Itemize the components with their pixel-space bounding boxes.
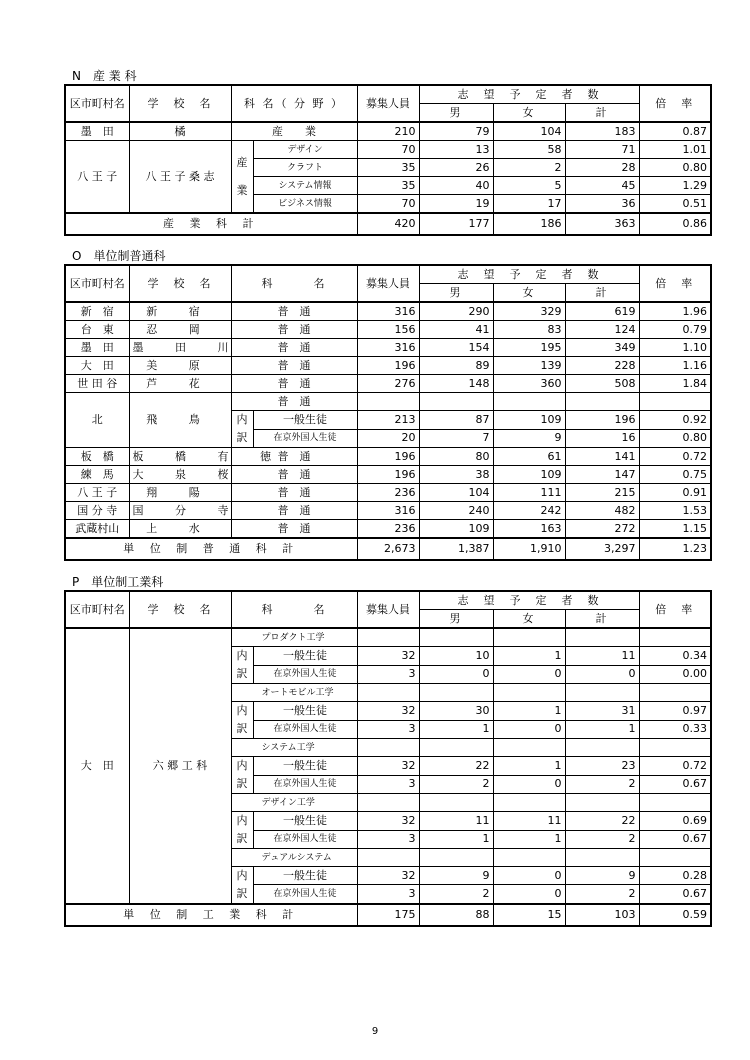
header-total: 計 <box>565 284 639 303</box>
table-row: システム情報 35 40 5 45 1.29 <box>65 177 711 195</box>
table-row: 八 王 子 翔 陽 普 通 236 104 111 215 0.91 <box>65 484 711 502</box>
field-name: システム工学 <box>231 739 357 757</box>
table-row: 内 訳 一般生徒 32 9 0 9 0.28 <box>65 867 711 885</box>
header-ratio: 倍 率 <box>639 265 711 302</box>
table-row: 在京外国人生徒 3 2 0 2 0.67 <box>65 775 711 794</box>
header-school: 学 校 名 <box>129 591 231 628</box>
table-row: 台 東 忍 岡 普 通 156 41 83 124 0.79 <box>65 321 711 339</box>
section-title: N 産 業 科 <box>72 69 137 83</box>
section-title: O 単位制普通科 <box>72 249 166 263</box>
total-row: 単 位 制 普 通 科 計 2,673 1,387 1,910 3,297 1.23 <box>65 538 711 560</box>
header-capacity: 募集人員 <box>357 265 419 302</box>
header-ratio: 倍 率 <box>639 85 711 122</box>
section-o <box>64 248 710 561</box>
table-row: 練 馬 大 泉 桜 普 通 196 38 109 147 0.75 <box>65 466 711 484</box>
table-row: 内 訳 一般生徒 32 10 1 11 0.34 <box>65 647 711 666</box>
header-course: 科 名 <box>231 265 357 302</box>
header-applicants: 志 望 予 定 者 数 <box>419 85 639 104</box>
section-title: P 単位制工業科 <box>72 575 164 589</box>
table-row: 世 田 谷 芦 花 普 通 276 148 360 508 1.84 <box>65 375 711 393</box>
table-row: 武蔵村山 上 水 普 通 236 109 163 272 1.15 <box>65 520 711 539</box>
area-cell: 大 田 <box>65 628 129 904</box>
header-male: 男 <box>419 104 493 123</box>
table-row: 内 訳 一般生徒 32 30 1 31 0.97 <box>65 702 711 721</box>
page-number: 9 <box>371 1026 379 1037</box>
table-n <box>64 84 712 236</box>
table-row: 国 分 寺 国 分 寺 普 通 316 240 242 482 1.53 <box>65 502 711 520</box>
table-row: 内 訳 一般生徒 32 22 1 23 0.72 <box>65 757 711 776</box>
header-total: 計 <box>565 610 639 629</box>
field-name: オートモビル工学 <box>231 684 357 702</box>
header-applicants: 志 望 予 定 者 数 <box>419 591 639 610</box>
header-male: 男 <box>419 610 493 629</box>
header-male: 男 <box>419 284 493 303</box>
header-capacity: 募集人員 <box>357 85 419 122</box>
table-row <box>65 628 711 647</box>
header-school: 学 校 名 <box>129 265 231 302</box>
header-area: 区市町村名 <box>65 85 129 122</box>
table-p <box>64 590 712 927</box>
header-school: 学 校 名 <box>129 85 231 122</box>
header-course: 科 名 <box>231 591 357 628</box>
table-row: 在京外国人生徒 3 1 1 2 0.67 <box>65 830 711 849</box>
section-n <box>64 68 710 236</box>
header-applicants: 志 望 予 定 者 数 <box>419 265 639 284</box>
field-name: デザイン工学 <box>231 794 357 812</box>
table-row: 墨 田 橘 産 業 210 79 104 183 0.87 <box>65 122 711 141</box>
table-row: 北 飛 鳥 普 通 <box>65 393 711 411</box>
table-row: 内 訳 一般生徒 213 87 109 196 0.92 <box>65 411 711 430</box>
header-female: 女 <box>493 284 565 303</box>
header-female: 女 <box>493 610 565 629</box>
header-area: 区市町村名 <box>65 591 129 628</box>
table-row: 内 訳 一般生徒 32 11 11 22 0.69 <box>65 812 711 831</box>
table-row: 墨 田 墨 田 川 普 通 316 154 195 349 1.10 <box>65 339 711 357</box>
header-capacity: 募集人員 <box>357 591 419 628</box>
table-o <box>64 264 712 561</box>
field-name: プロダクト工学 <box>231 628 357 647</box>
table-row: 在京外国人生徒 3 1 0 1 0.33 <box>65 720 711 739</box>
table-row: 八 王 子 八 王 子 桑 志 産 業 デザイン 70 13 58 71 1.01 <box>65 141 711 159</box>
header-course: 科 名（ 分 野 ） <box>231 85 357 122</box>
table-row: 在京外国人生徒 20 7 9 16 0.80 <box>65 429 711 448</box>
total-row: 単 位 制 工 業 科 計 175 88 15 103 0.59 <box>65 904 711 926</box>
table-row: 大 田 美 原 普 通 196 89 139 228 1.16 <box>65 357 711 375</box>
table-row: クラフト 35 26 2 28 0.80 <box>65 159 711 177</box>
section-p <box>64 574 710 927</box>
header-female: 女 <box>493 104 565 123</box>
table-row: 在京外国人生徒 3 0 0 0 0.00 <box>65 665 711 684</box>
header-area: 区市町村名 <box>65 265 129 302</box>
total-row: 産 業 科 計 420 177 186 363 0.86 <box>65 213 711 235</box>
table-row: 在京外国人生徒 3 2 0 2 0.67 <box>65 885 711 904</box>
header-ratio: 倍 率 <box>639 591 711 628</box>
school-cell: 六 郷 工 科 <box>129 628 231 904</box>
table-row: ビジネス情報 70 19 17 36 0.51 <box>65 195 711 214</box>
table-row: 板 橋 板 橋 有 徳 普 通 196 80 61 141 0.72 <box>65 448 711 466</box>
field-name: デュアルシステム <box>231 849 357 867</box>
table-row: 新 宿 新 宿 普 通 316 290 329 619 1.96 <box>65 302 711 321</box>
header-total: 計 <box>565 104 639 123</box>
